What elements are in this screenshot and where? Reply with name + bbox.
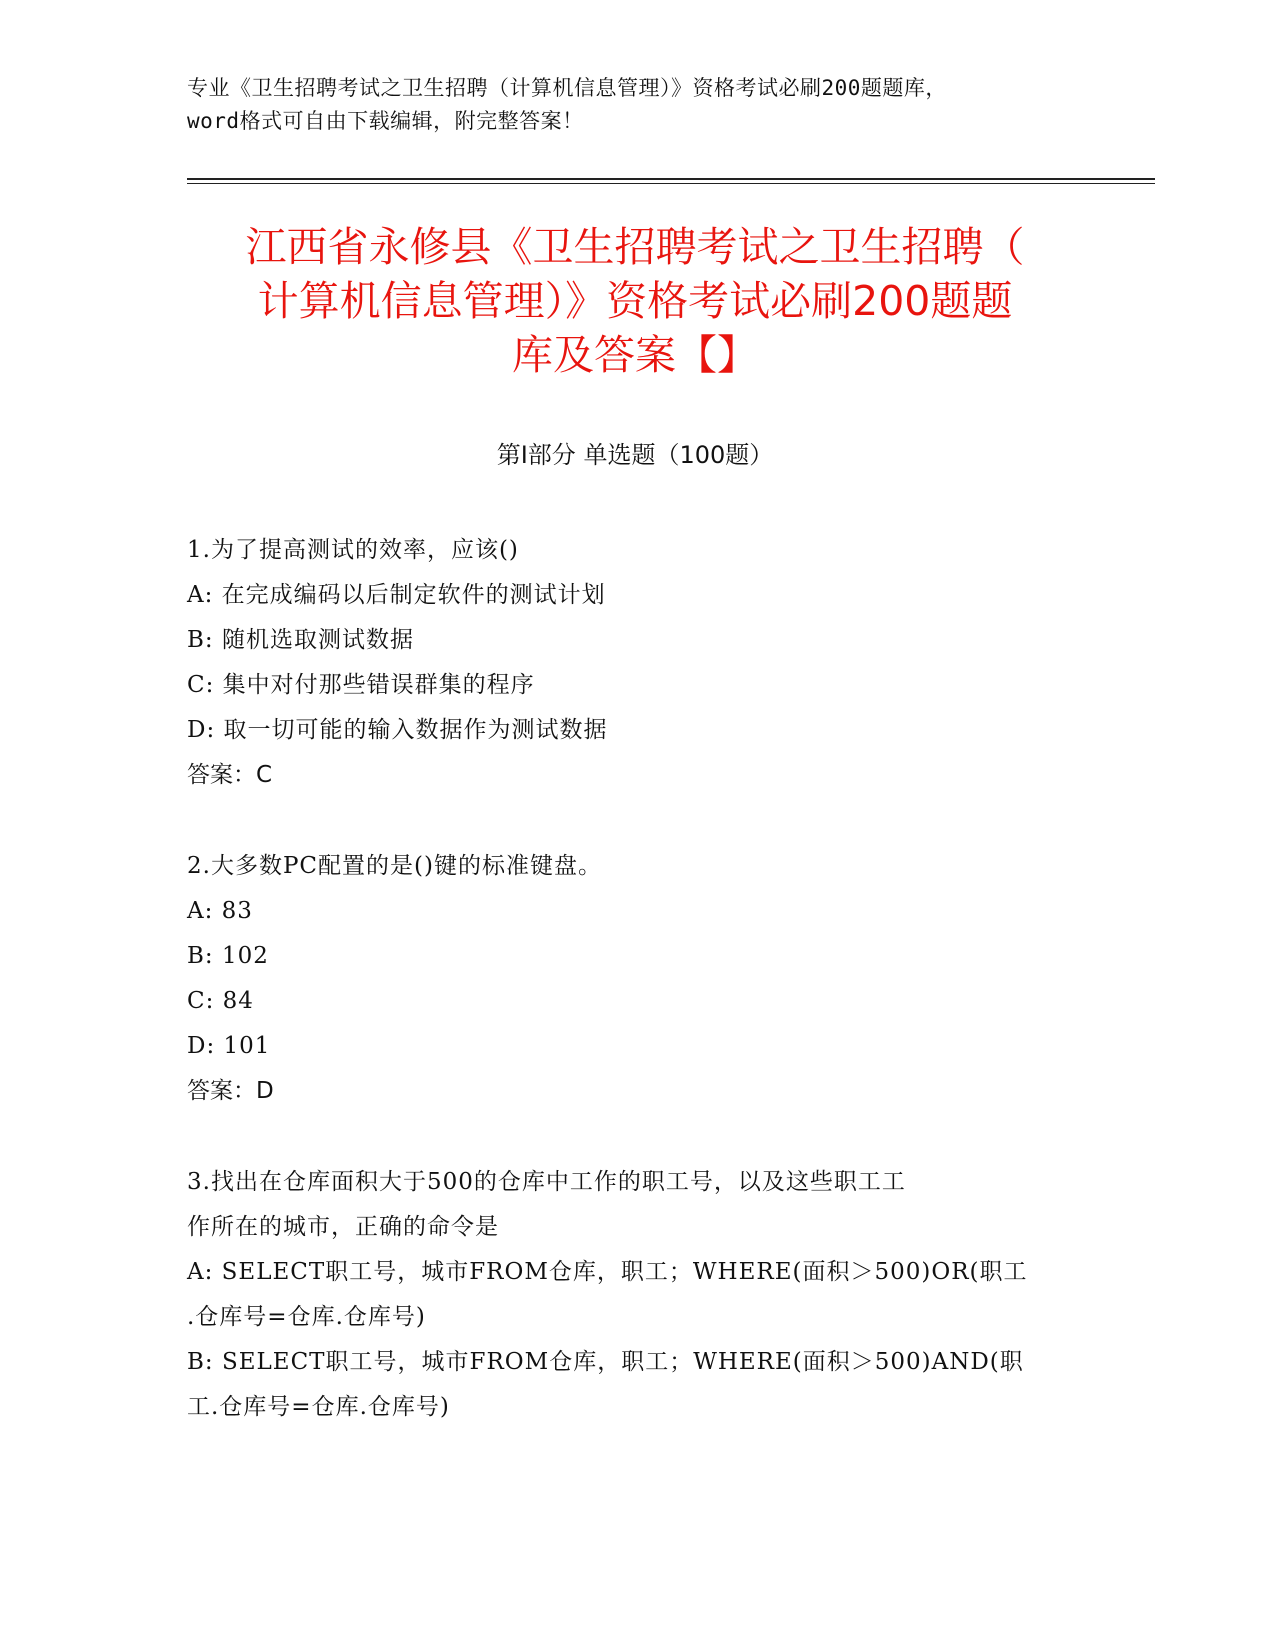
- option-d: D: 101: [187, 1033, 271, 1059]
- question-stem: 2.大多数PC配置的是()键的标准键盘。: [187, 853, 602, 879]
- option-c: C: 集中对付那些错误群集的程序: [187, 672, 535, 698]
- header-divider-thin: [187, 183, 1155, 184]
- question-stem: 1.为了提高测试的效率，应该(): [187, 537, 519, 563]
- question-3: [187, 1160, 1087, 1430]
- document-title-line-1: 江西省永修县《卫生招聘考试之卫生招聘（: [245, 223, 1025, 271]
- option-a: A: 在完成编码以后制定软件的测试计划: [187, 582, 606, 608]
- document-title-line-3: 库及答案【】: [512, 331, 758, 379]
- option-b: B: 102: [187, 943, 269, 969]
- option-a: A: 83: [187, 898, 253, 924]
- option-a-line-2: .仓库号=仓库.仓库号): [187, 1304, 426, 1330]
- answer-line: 答案：C: [187, 762, 273, 788]
- question-list: [187, 528, 1087, 1476]
- header-note-line-1: 专业《卫生招聘考试之卫生招聘（计算机信息管理）》资格考试必刷200题题库，: [187, 76, 947, 100]
- document-title-line-2: 计算机信息管理）》资格考试必刷200题题: [257, 277, 1013, 325]
- header-note: [187, 72, 1087, 138]
- option-a-line-1: A: SELECT职工号，城市FROM仓库，职工；WHERE(面积＞500)OR(职工: [187, 1259, 1028, 1285]
- question-stem-line-1: 3.找出在仓库面积大于500的仓库中工作的职工号，以及这些职工工: [187, 1169, 906, 1195]
- header-divider-thick: [187, 178, 1155, 180]
- option-d: D: 取一切可能的输入数据作为测试数据: [187, 717, 608, 743]
- section-heading: 第Ⅰ部分 单选题（100题）: [496, 441, 774, 469]
- question-1: [187, 528, 1087, 798]
- option-b: B: 随机选取测试数据: [187, 627, 414, 653]
- option-b-line-1: B: SELECT职工号，城市FROM仓库，职工；WHERE(面积＞500)AND(职: [187, 1349, 1024, 1375]
- document-title: [187, 220, 1083, 382]
- option-c: C: 84: [187, 988, 254, 1014]
- question-2: [187, 844, 1087, 1114]
- answer-line: 答案：D: [187, 1078, 274, 1104]
- question-stem-line-2: 作所在的城市，正确的命令是: [187, 1214, 499, 1240]
- option-b-line-2: 工.仓库号=仓库.仓库号): [187, 1394, 450, 1420]
- header-note-line-2: word格式可自由下载编辑，附完整答案！: [187, 109, 584, 133]
